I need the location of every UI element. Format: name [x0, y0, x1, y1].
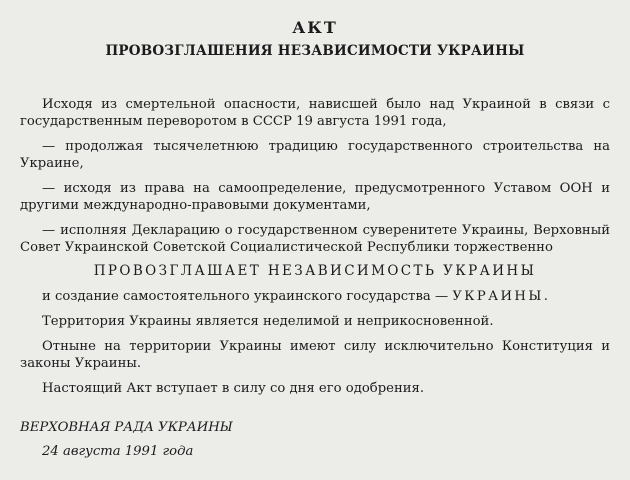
- document-subtitle: ПРОВОЗГЛАШЕНИЯ НЕЗАВИСИМОСТИ УКРАИНЫ: [105, 43, 525, 59]
- creation-text: и создание самостоятельного украинского государства —: [42, 289, 453, 304]
- creation-state-name: УКРАИНЫ: [452, 289, 544, 304]
- document-title: АКТ: [292, 18, 338, 37]
- paragraph-effect: Настоящий Акт вступает в силу со дня его одобрения.: [42, 381, 425, 396]
- proclamation-heading: ПРОВОЗГЛАШАЕТ НЕЗАВИСИМОСТЬ УКРАИНЫ: [93, 263, 537, 279]
- paragraph-creation: [20, 288, 610, 305]
- paragraph-preamble: Исходя из смертельной опасности, нависшей было над Украиной в связи с государственным переворотом в СССР 19 августа 1991 года,: [20, 97, 610, 129]
- paragraph-declaration: — исполняя Декларацию о государственном суверенитете Украины, Верховный Совет Украинской Советской Социалистической Республики торжественно: [20, 223, 610, 255]
- paragraph-tradition: — продолжая тысячелетнюю традицию государственного строительства на Украине,: [20, 139, 610, 171]
- paragraph-laws: Отныне на территории Украины имеют силу исключительно Конституция и законы Украины.: [20, 339, 610, 371]
- signing-date: 24 августа 1991 года: [42, 444, 194, 459]
- creation-end: .: [543, 289, 548, 304]
- paragraph-territory: Территория Украины является неделимой и неприкосновенной.: [42, 314, 494, 329]
- signatory: ВЕРХОВНАЯ РАДА УКРАИНЫ: [20, 420, 233, 435]
- paragraph-self-determination: — исходя из права на самоопределение, предусмотренного Уставом ООН и другими международно-правовыми документами,: [20, 181, 610, 213]
